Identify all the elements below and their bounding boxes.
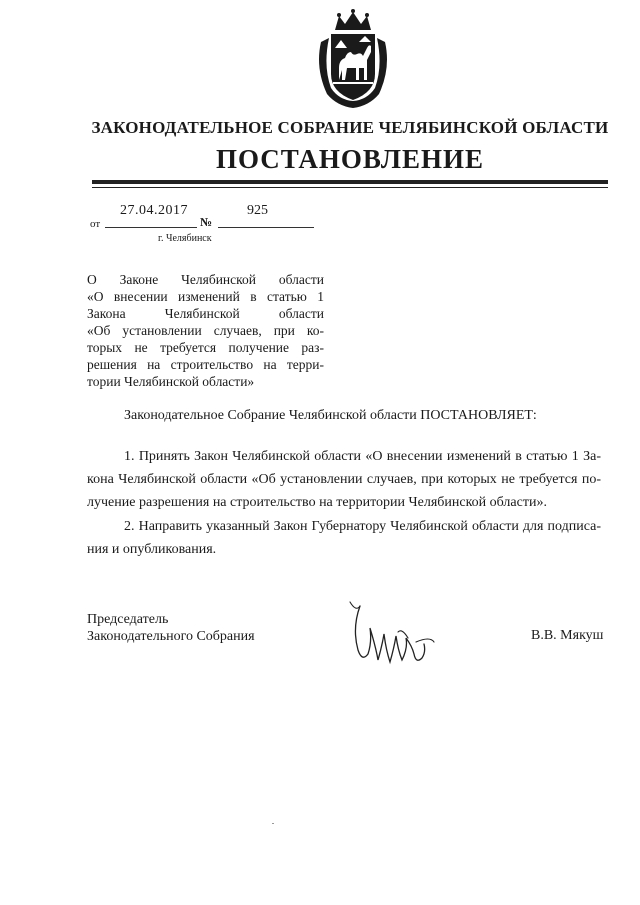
document-type-title: ПОСТАНОВЛЕНИЕ <box>215 144 485 174</box>
position-line: Законодательного Собрания <box>87 629 255 644</box>
city-label: г. Челябинск <box>158 233 212 244</box>
subject-line: торых не требуется получение раз- <box>87 340 324 355</box>
resolution-date: 27.04.2017 <box>120 203 188 218</box>
number-label: № <box>200 215 213 229</box>
signatory-position <box>87 611 255 645</box>
item-line: кона Челябинской области «Об установлении случаев, при которых не требуется по- <box>87 472 601 487</box>
coat-of-arms-emblem <box>313 8 393 112</box>
number-underline <box>218 227 314 228</box>
subject-line: «О внесении изменений в статью 1 <box>87 289 324 304</box>
item-line: ния и опубликования. <box>87 542 217 557</box>
item-line: 1. Принять Закон Челябинской области «О внесении изменений в статью 1 За- <box>124 449 601 464</box>
subject-line: решения на строительство на терри- <box>87 357 324 372</box>
resolution-item-2 <box>87 515 601 561</box>
subject-line: тории Челябинской области» <box>87 374 255 389</box>
subject-line: Закона Челябинской области <box>87 306 324 321</box>
position-line: Председатель <box>87 612 169 627</box>
item-line: лучение разрешения на строительство на территории Челябинской области». <box>87 495 547 510</box>
scan-speck <box>272 823 274 824</box>
date-underline <box>105 227 197 228</box>
subject-line: О Законе Челябинской области <box>87 272 324 287</box>
legislative-assembly-name: ЗАКОНОДАТЕЛЬНОЕ СОБРАНИЕ ЧЕЛЯБИНСКОЙ ОБЛАСТИ <box>91 118 609 137</box>
resolution-subject <box>87 271 324 390</box>
preamble: Законодательное Собрание Челябинской области ПОСТАНОВЛЯЕТ: <box>124 408 537 423</box>
signatory-name: В.В. Мякуш <box>531 628 604 643</box>
header-rule-thick <box>92 180 608 184</box>
header-rule-thin <box>92 187 608 188</box>
subject-line: «Об установлении случаев, при ко- <box>87 323 324 338</box>
handwritten-signature <box>342 598 442 678</box>
item-line: 2. Направить указанный Закон Губернатору Челябинской области для подписа- <box>124 519 601 534</box>
from-label: от <box>90 218 101 230</box>
resolution-number: 925 <box>247 203 268 218</box>
resolution-item-1 <box>87 445 601 514</box>
